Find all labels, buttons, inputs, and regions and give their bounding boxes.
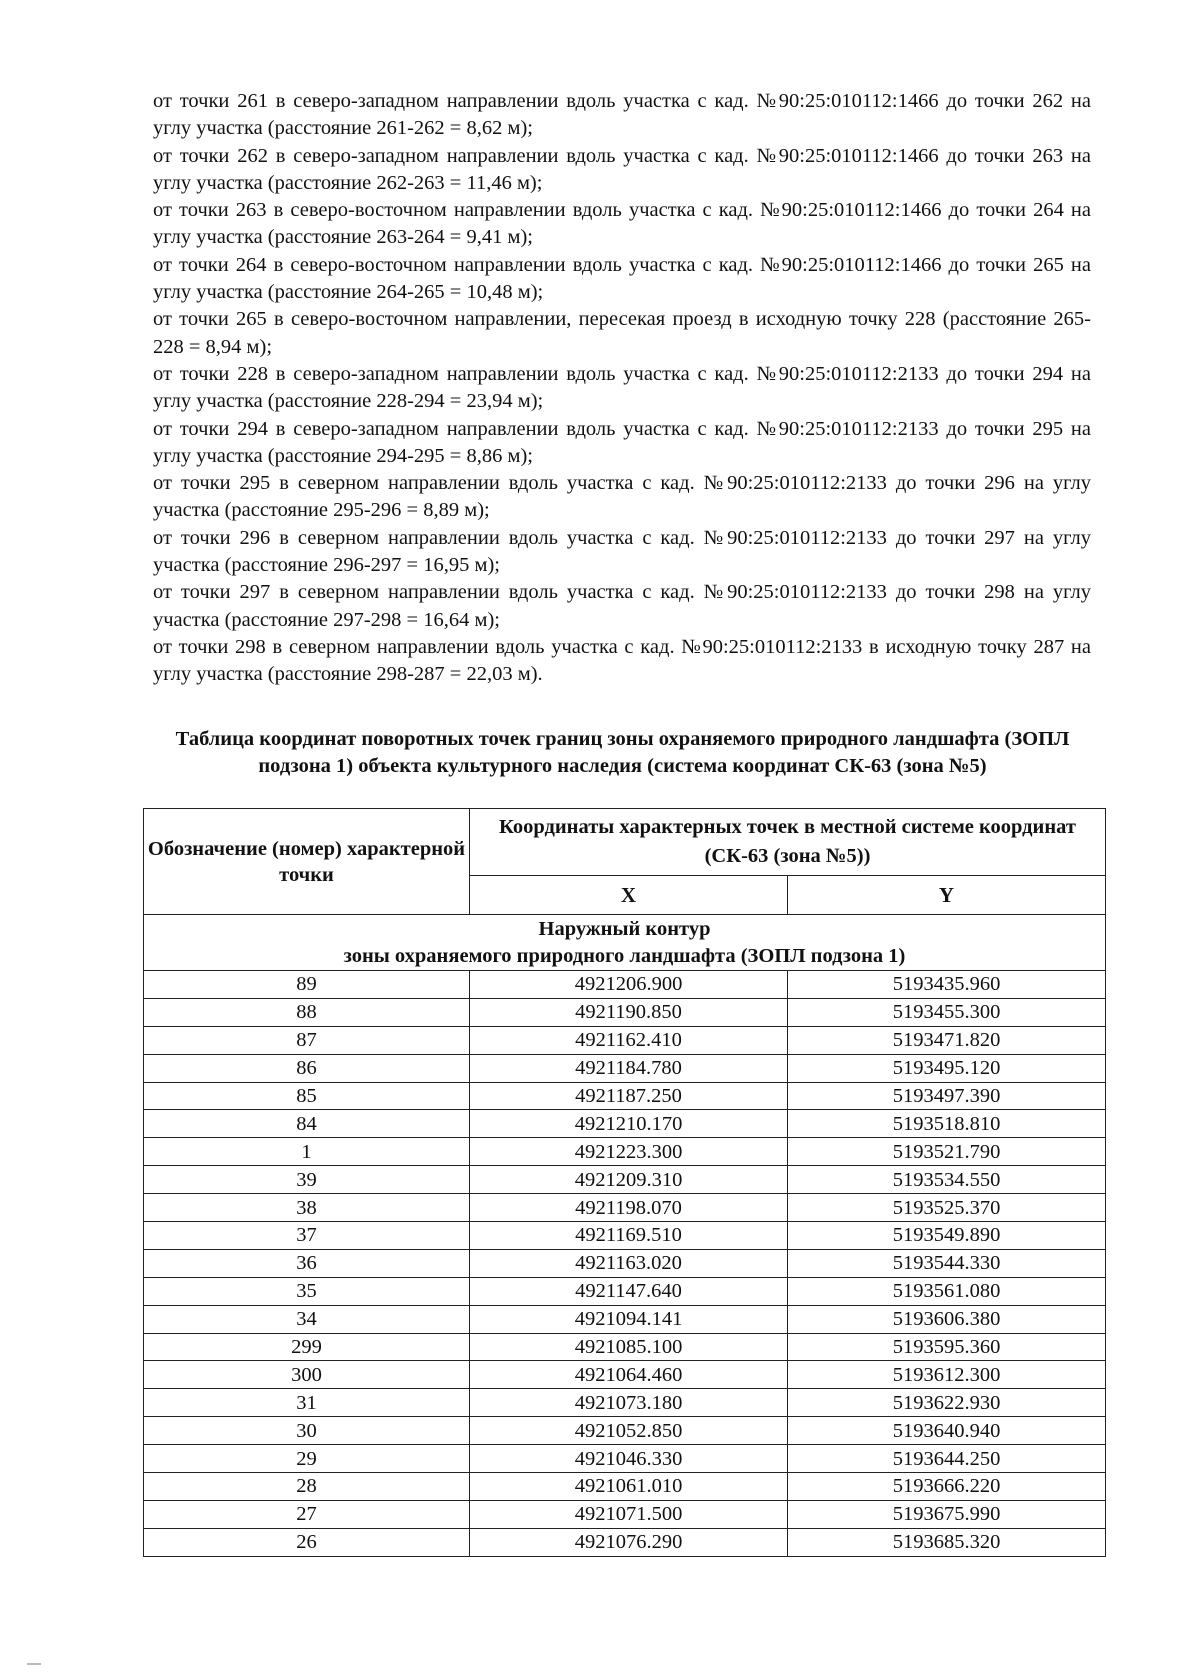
cell-y: 5193497.390 (788, 1082, 1106, 1110)
table-row (144, 971, 1106, 999)
cell-point: 28 (144, 1473, 470, 1501)
cell-x: 4921184.780 (470, 1054, 788, 1082)
paragraph: от точки 265 в северо-восточном направлении, пересекая проезд в исходную точку 228 (расстояние 265-228 = 8,94 м); (153, 308, 1091, 358)
header-coordinates: Координаты характерных точек в местной системе координат (СК-63 (зона №5)) (470, 809, 1106, 876)
table-row (144, 1110, 1106, 1138)
cell-y: 5193622.930 (788, 1389, 1106, 1417)
cell-y: 5193675.990 (788, 1500, 1106, 1528)
cell-point: 38 (144, 1194, 470, 1222)
cell-x: 4921046.330 (470, 1445, 788, 1473)
cell-point: 36 (144, 1249, 470, 1277)
cell-x: 4921071.500 (470, 1500, 788, 1528)
cell-x: 4921169.510 (470, 1222, 788, 1250)
cell-point: 88 (144, 998, 470, 1026)
cell-point: 85 (144, 1082, 470, 1110)
cell-point: 29 (144, 1445, 470, 1473)
cell-point: 30 (144, 1417, 470, 1445)
table-row (144, 1473, 1106, 1501)
cell-x: 4921052.850 (470, 1417, 788, 1445)
scan-mark (27, 1663, 41, 1665)
cell-y: 5193640.940 (788, 1417, 1106, 1445)
cell-point: 31 (144, 1389, 470, 1417)
table-row (144, 1445, 1106, 1473)
cell-x: 4921198.070 (470, 1194, 788, 1222)
paragraph: от точки 228 в северо-западном направлении вдоль участка с кад. №90:25:010112:2133 до точки 294 на углу участка (расстояние 228-294 = 23,94 м); (153, 362, 1091, 413)
header-x: X (470, 876, 788, 915)
paragraph: от точки 297 в северном направлении вдоль участка с кад. №90:25:010112:2133 до точки 298 на углу участка (расстояние 297-298 = 16,64 м); (153, 581, 1091, 631)
cell-x: 4921147.640 (470, 1277, 788, 1305)
cell-y: 5193549.890 (788, 1222, 1106, 1250)
table-row (144, 1166, 1106, 1194)
table-row (144, 1026, 1106, 1054)
cell-x: 4921163.020 (470, 1249, 788, 1277)
cell-point: 86 (144, 1054, 470, 1082)
paragraph: от точки 295 в северном направлении вдоль участка с кад. №90:25:010112:2133 до точки 296 на углу участка (расстояние 295-296 = 8,89 м); (153, 472, 1091, 522)
cell-y: 5193525.370 (788, 1194, 1106, 1222)
cell-point: 300 (144, 1361, 470, 1389)
cell-y: 5193544.330 (788, 1249, 1106, 1277)
cell-x: 4921209.310 (470, 1166, 788, 1194)
cell-point: 26 (144, 1528, 470, 1556)
cell-point: 84 (144, 1110, 470, 1138)
paragraph: от точки 296 в северном направлении вдоль участка с кад. №90:25:010112:2133 до точки 297 на углу участка (расстояние 296-297 = 16,95 м); (153, 526, 1091, 577)
section-title-line: Наружный контур (538, 917, 711, 940)
table-row (144, 1277, 1106, 1305)
cell-y: 5193521.790 (788, 1138, 1106, 1166)
cell-x: 4921190.850 (470, 998, 788, 1026)
table-row (144, 1528, 1106, 1556)
table-row (144, 1138, 1106, 1166)
table-row (144, 1054, 1106, 1082)
cell-y: 5193612.300 (788, 1361, 1106, 1389)
cell-x: 4921210.170 (470, 1110, 788, 1138)
table-row (144, 1082, 1106, 1110)
table-row (144, 1333, 1106, 1361)
boundary-description (153, 88, 1091, 689)
table-title: Таблица координат поворотных точек границ зоны охраняемого природного ландшафта (ЗОПЛ подзона 1) объекта культурного наследия (система координат СК-63 (зона №5) (175, 728, 1070, 777)
cell-y: 5193455.300 (788, 998, 1106, 1026)
coordinates-table (143, 808, 1106, 1557)
table-row (144, 1417, 1106, 1445)
cell-x: 4921085.100 (470, 1333, 788, 1361)
cell-y: 5193495.120 (788, 1054, 1106, 1082)
section-title-line: зоны охраняемого природного ландшафта (ЗОПЛ подзона 1) (343, 944, 906, 967)
section-header (144, 915, 1106, 971)
paragraph: от точки 263 в северо-восточном направлении вдоль участка с кад. №90:25:010112:1466 до точки 264 на углу участка (расстояние 263-264 = 9,41 м); (153, 199, 1091, 249)
cell-y: 5193595.360 (788, 1333, 1106, 1361)
cell-y: 5193534.550 (788, 1166, 1106, 1194)
cell-x: 4921061.010 (470, 1473, 788, 1501)
cell-point: 35 (144, 1277, 470, 1305)
cell-point: 89 (144, 971, 470, 999)
table-row (144, 1389, 1106, 1417)
cell-x: 4921162.410 (470, 1026, 788, 1054)
cell-point: 299 (144, 1333, 470, 1361)
paragraph: от точки 261 в северо-западном направлении вдоль участка с кад. №90:25:010112:1466 до точки 262 на углу участка (расстояние 261-262 = 8,62 м); (153, 90, 1091, 140)
paragraph: от точки 298 в северном направлении вдоль участка с кад. №90:25:010112:2133 в исходную точку 287 на углу участка (расстояние 298-287 = 22,03 м). (153, 635, 1091, 686)
cell-y: 5193435.960 (788, 971, 1106, 999)
table-row (144, 1194, 1106, 1222)
table-row (144, 1361, 1106, 1389)
cell-x: 4921094.141 (470, 1305, 788, 1333)
table-row (144, 1249, 1106, 1277)
cell-x: 4921073.180 (470, 1389, 788, 1417)
table-row (144, 1222, 1106, 1250)
paragraph: от точки 262 в северо-западном направлении вдоль участка с кад. №90:25:010112:1466 до точки 263 на углу участка (расстояние 262-263 = 11,46 м); (153, 144, 1091, 194)
cell-point: 39 (144, 1166, 470, 1194)
paragraph: от точки 294 в северо-западном направлении вдоль участка с кад. №90:25:010112:2133 до точки 295 на углу участка (расстояние 294-295 = 8,86 м); (153, 417, 1091, 467)
header-point-number: Обозначение (номер) характерной точки (144, 809, 470, 915)
cell-y: 5193561.080 (788, 1277, 1106, 1305)
cell-point: 37 (144, 1222, 470, 1250)
cell-y: 5193606.380 (788, 1305, 1106, 1333)
cell-x: 4921187.250 (470, 1082, 788, 1110)
table-row (144, 1305, 1106, 1333)
cell-point: 1 (144, 1138, 470, 1166)
cell-y: 5193644.250 (788, 1445, 1106, 1473)
cell-x: 4921223.300 (470, 1138, 788, 1166)
cell-x: 4921064.460 (470, 1361, 788, 1389)
header-y: Y (788, 876, 1106, 915)
cell-y: 5193518.810 (788, 1110, 1106, 1138)
cell-y: 5193471.820 (788, 1026, 1106, 1054)
table-row (144, 998, 1106, 1026)
cell-y: 5193666.220 (788, 1473, 1106, 1501)
cell-point: 34 (144, 1305, 470, 1333)
paragraph: от точки 264 в северо-восточном направлении вдоль участка с кад. №90:25:010112:1466 до точки 265 на углу участка (расстояние 264-265 = 10,48 м); (153, 253, 1091, 304)
cell-x: 4921076.290 (470, 1528, 788, 1556)
cell-point: 27 (144, 1500, 470, 1528)
cell-y: 5193685.320 (788, 1528, 1106, 1556)
table-row (144, 1500, 1106, 1528)
cell-point: 87 (144, 1026, 470, 1054)
cell-x: 4921206.900 (470, 971, 788, 999)
